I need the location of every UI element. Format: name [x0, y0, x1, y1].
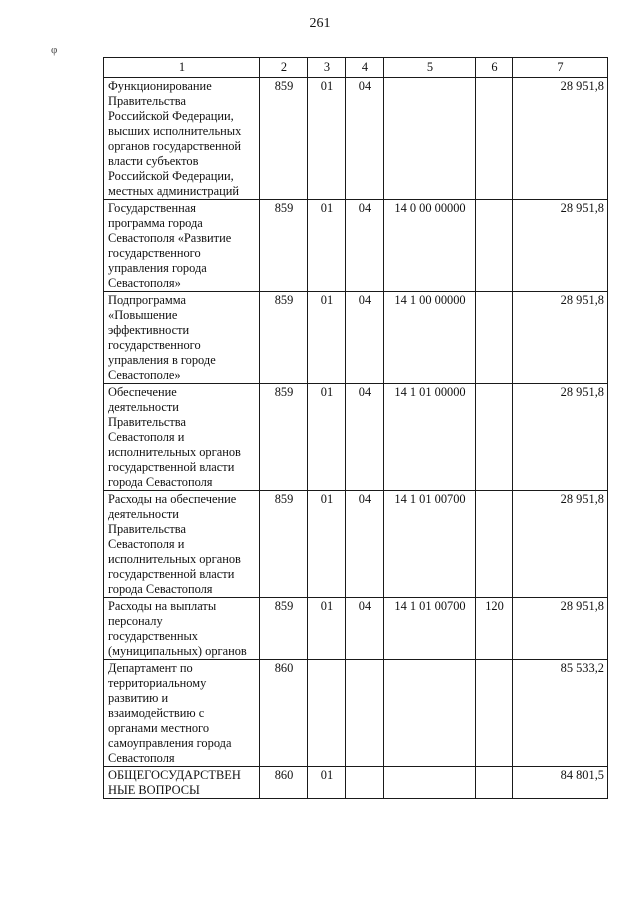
row-name-cell [104, 384, 260, 491]
row-name-cell [104, 200, 260, 292]
row-name-cell [104, 660, 260, 767]
table-row [104, 767, 608, 799]
row-name-cell [104, 767, 260, 799]
table-row [104, 200, 608, 292]
budget-table [103, 57, 608, 799]
vr-cell [476, 78, 513, 200]
corner-mark: φ [51, 44, 58, 56]
table-row [104, 384, 608, 491]
csr-cell: 14 1 00 00000 [384, 292, 476, 384]
row-name: Государственная программа города Севастополя «Развитие государственного управления города Севастополя» [108, 201, 232, 290]
ved-cell: 859 [260, 598, 308, 660]
ved-cell: 859 [260, 384, 308, 491]
amount-cell: 28 951,8 [513, 598, 608, 660]
row-name-cell [104, 292, 260, 384]
amount-cell: 28 951,8 [513, 292, 608, 384]
csr-cell: 14 1 01 00000 [384, 384, 476, 491]
pr-cell: 04 [346, 491, 384, 598]
header-row [104, 58, 608, 78]
row-name-cell [104, 78, 260, 200]
page-number: 261 [309, 16, 331, 31]
csr-cell: 14 1 01 00700 [384, 491, 476, 598]
vr-cell [476, 660, 513, 767]
amount-cell: 28 951,8 [513, 491, 608, 598]
row-name: Подпрограмма «Повышение эффективности государственного управления в городе Севастополе» [108, 293, 216, 382]
row-name-cell [104, 598, 260, 660]
row-name: Департамент по территориальному развитию и взаимодействию с органами местного самоуправления города Севастополя [108, 661, 232, 765]
rz-cell: 01 [308, 384, 346, 491]
amount-cell: 28 951,8 [513, 200, 608, 292]
amount-cell: 84 801,5 [513, 767, 608, 799]
csr-cell [384, 660, 476, 767]
row-name: Функционирование Правительства Российской Федерации, высших исполнительных органов государственной власти субъектов Российской Федерации, местных администраций [108, 79, 242, 198]
column-header-3: 3 [308, 58, 346, 78]
column-header-6: 6 [476, 58, 513, 78]
vr-cell [476, 292, 513, 384]
pr-cell: 04 [346, 78, 384, 200]
amount-cell: 85 533,2 [513, 660, 608, 767]
vr-cell [476, 491, 513, 598]
csr-cell [384, 78, 476, 200]
pr-cell: 04 [346, 598, 384, 660]
table-row [104, 78, 608, 200]
pr-cell [346, 660, 384, 767]
table-row [104, 491, 608, 598]
ved-cell: 860 [260, 767, 308, 799]
pr-cell: 04 [346, 384, 384, 491]
vr-cell [476, 384, 513, 491]
pr-cell: 04 [346, 200, 384, 292]
ved-cell: 860 [260, 660, 308, 767]
table-row [104, 598, 608, 660]
csr-cell: 14 0 00 00000 [384, 200, 476, 292]
table-row [104, 660, 608, 767]
column-header-2: 2 [260, 58, 308, 78]
rz-cell: 01 [308, 767, 346, 799]
rz-cell: 01 [308, 200, 346, 292]
amount-cell: 28 951,8 [513, 384, 608, 491]
rz-cell: 01 [308, 292, 346, 384]
column-header-5: 5 [384, 58, 476, 78]
vr-cell [476, 767, 513, 799]
column-header-1: 1 [104, 58, 260, 78]
rz-cell [308, 660, 346, 767]
vr-cell: 120 [476, 598, 513, 660]
row-name-cell [104, 491, 260, 598]
ved-cell: 859 [260, 292, 308, 384]
csr-cell [384, 767, 476, 799]
rz-cell: 01 [308, 491, 346, 598]
csr-cell: 14 1 01 00700 [384, 598, 476, 660]
pr-cell: 04 [346, 292, 384, 384]
amount-cell: 28 951,8 [513, 78, 608, 200]
row-name: Расходы на обеспечение деятельности Правительства Севастополя и исполнительных органов государственной власти города Севастополя [108, 492, 241, 596]
column-header-7: 7 [513, 58, 608, 78]
rz-cell: 01 [308, 598, 346, 660]
row-name: ОБЩЕГОСУДАРСТВЕН НЫЕ ВОПРОСЫ [108, 768, 241, 797]
ved-cell: 859 [260, 491, 308, 598]
pr-cell [346, 767, 384, 799]
table-row [104, 292, 608, 384]
column-header-4: 4 [346, 58, 384, 78]
row-name: Расходы на выплаты персоналу государственных (муниципальных) органов [108, 599, 247, 658]
vr-cell [476, 200, 513, 292]
ved-cell: 859 [260, 200, 308, 292]
row-name: Обеспечение деятельности Правительства Севастополя и исполнительных органов государственной власти города Севастополя [108, 385, 241, 489]
rz-cell: 01 [308, 78, 346, 200]
ved-cell: 859 [260, 78, 308, 200]
